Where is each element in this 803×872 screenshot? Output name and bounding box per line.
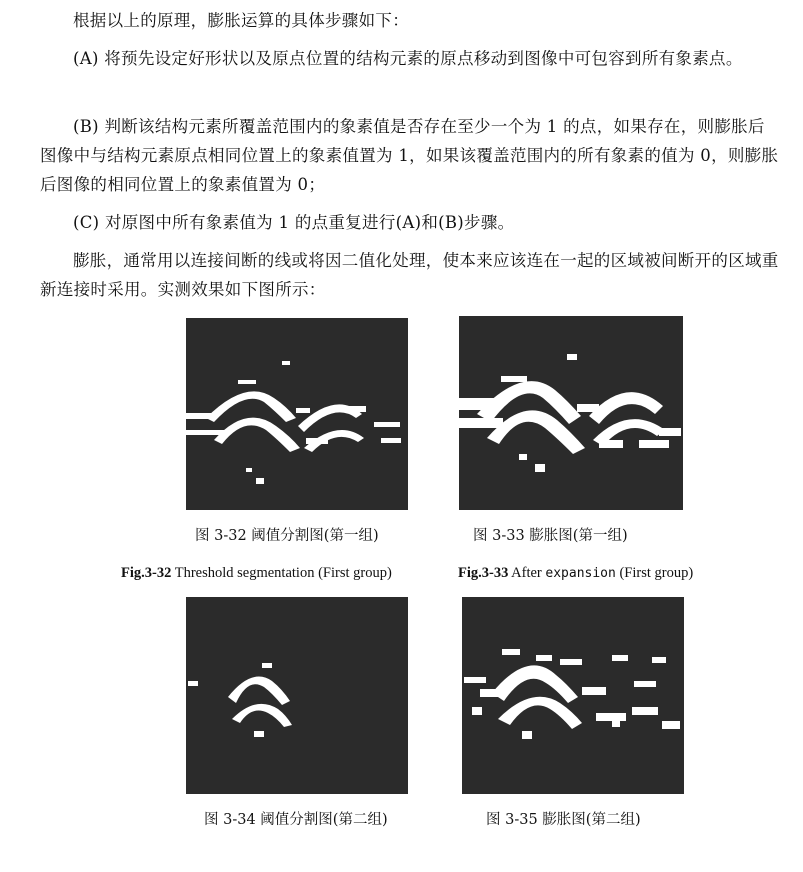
caption-cn-3-33: 图 3-33 膨胀图(第一组) <box>473 528 628 544</box>
caption-en-3-33 <box>458 565 693 582</box>
step-c-paragraph: (C) 对原图中所有象素值为 1 的点重复进行(A)和(B)步骤。 <box>73 213 515 232</box>
step-b-paragraph: (B) 判断该结构元素所覆盖范围内的象素值是否存在至少一个为 1 的点，如果存在，则膨胀后图像中与结构元素原点相同位置上的象素值置为 1，如果该覆盖范围内的所有象素的值为 0，则膨胀后图像的相同位置上的象素值置为 0； <box>40 117 779 194</box>
dilation-usage-paragraph: 膨胀，通常用以连接间断的线或将因二值化处理，使本来应该连在一起的区域被间断开的区域重新连接时采用。实测效果如下图所示： <box>40 251 779 299</box>
threshold-image-group1 <box>186 318 408 510</box>
caption-cn-3-35: 图 3-35 膨胀图(第二组) <box>486 812 641 828</box>
dilation-image-group1 <box>459 316 683 510</box>
caption-en-3-32-text: Threshold segmentation (First group) <box>171 565 392 581</box>
caption-cn-3-32: 图 3-32 阈值分割图(第一组) <box>195 528 379 544</box>
threshold-image-group2 <box>186 597 408 794</box>
intro-paragraph: 根据以上的原理，膨胀运算的具体步骤如下： <box>73 11 409 30</box>
step-a-paragraph: (A) 将预先设定好形状以及原点位置的结构元素的原点移动到图像中可包容到所有象素点。 <box>73 49 743 68</box>
dilation-image-group2 <box>462 597 684 794</box>
caption-en-3-32 <box>121 565 392 582</box>
caption-en-3-33-mono: expansion <box>545 566 616 581</box>
caption-en-3-32-label: Fig.3-32 <box>121 565 172 581</box>
caption-en-3-33-text-b: (First group) <box>615 565 694 581</box>
caption-cn-3-34: 图 3-34 阈值分割图(第二组) <box>204 812 388 828</box>
caption-en-3-33-label: Fig.3-33 <box>458 565 509 581</box>
caption-en-3-33-text-a: After <box>508 565 546 581</box>
